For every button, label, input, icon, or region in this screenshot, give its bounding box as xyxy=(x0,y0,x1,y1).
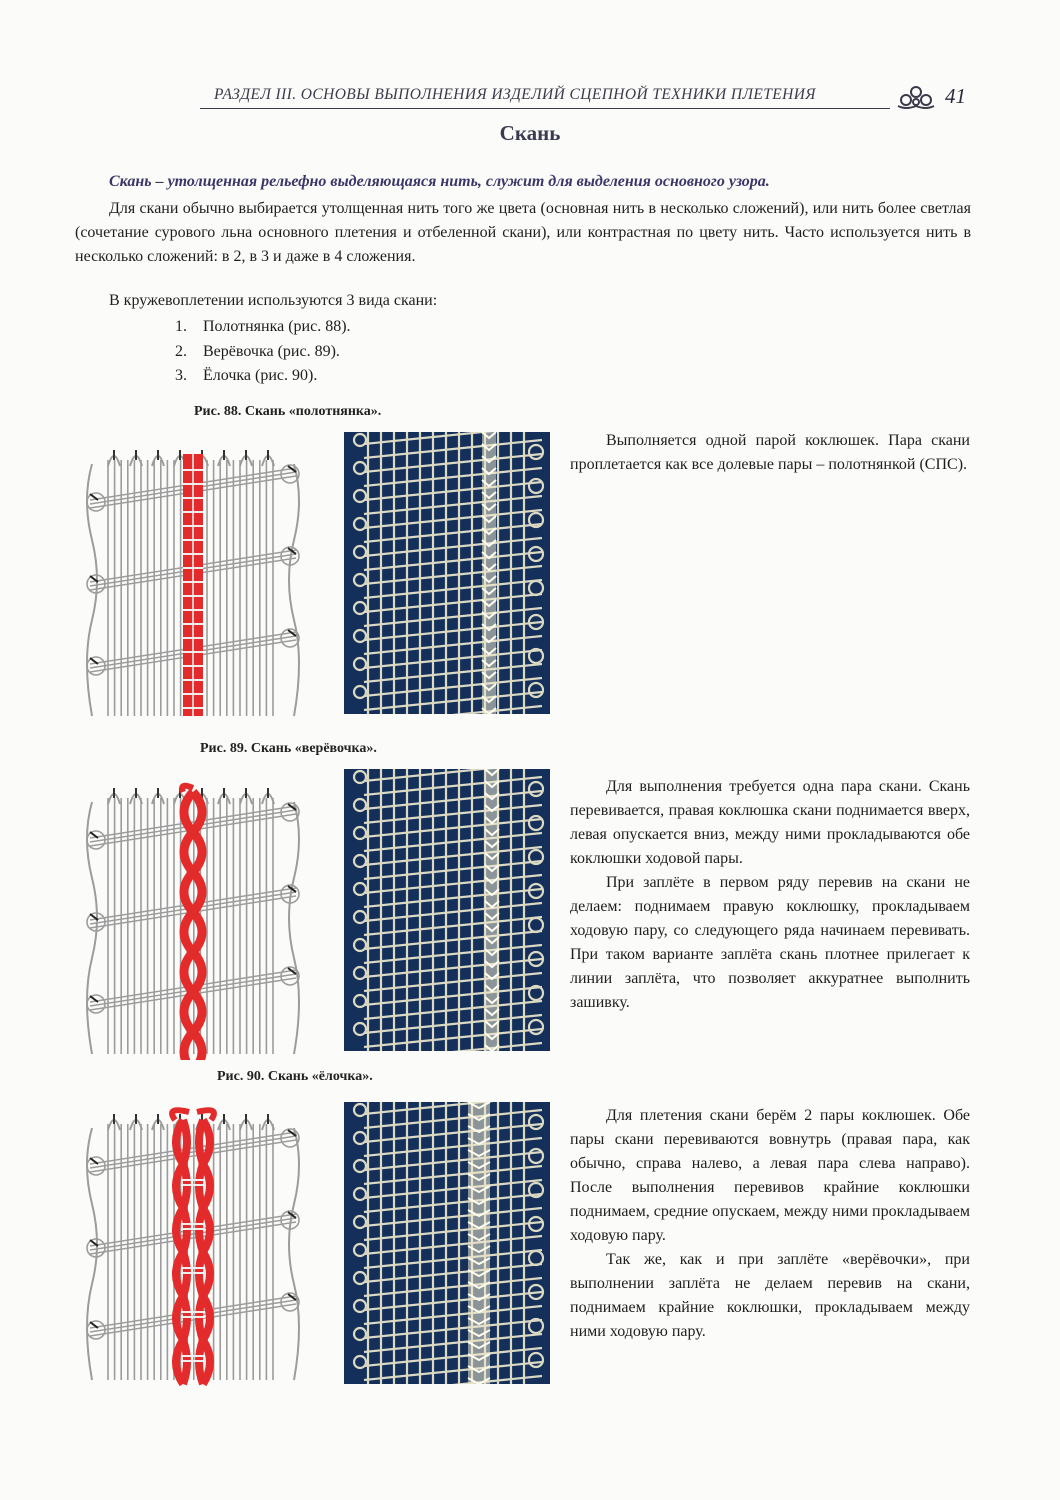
description-paragraph: Для плетения скани берём 2 пары коклюшек. Обе пары скани перевиваются вовнутрь (правая пара, как обычно, справа налево, а левая пара слева направо). После выполнения перевивов крайние коклюшки поднимаем, средние опускаем, между ними прокладываем ходовую пару. xyxy=(570,1107,970,1244)
lace-scheme-figure xyxy=(78,440,308,722)
lace-photo xyxy=(344,432,550,714)
types-intro: В кружевоплетении используются 3 вида скани: xyxy=(109,292,438,309)
list-item: 2. Верёвочка (рис. 89). xyxy=(175,342,340,360)
header-rule xyxy=(200,108,890,109)
figure-caption: Рис. 90. Скань «ёлочка». xyxy=(217,1069,373,1084)
description-paragraph: Так же, как и при заплёте «верёвочки», при выполнении заплёта не делаем перевив на скани, поднимаем крайние коклюшки, прокладываем между ними ходовую пару. xyxy=(570,1251,970,1340)
page-number: 41 xyxy=(945,84,966,108)
types-list xyxy=(175,315,351,389)
figure-description xyxy=(570,429,970,477)
lace-scheme-figure xyxy=(78,1104,308,1386)
running-header xyxy=(200,84,972,114)
list-item: 1. Полотнянка (рис. 88). xyxy=(175,318,351,335)
running-title: РАЗДЕЛ III. ОСНОВЫ ВЫПОЛНЕНИЯ ИЗДЕЛИЙ СЦЕПНОЙ ТЕХНИКИ ПЛЕТЕНИЯ xyxy=(214,86,816,103)
section-title: Скань xyxy=(499,121,561,145)
figure-caption: Рис. 89. Скань «верёвочка». xyxy=(200,741,377,756)
lace-scheme-figure xyxy=(78,778,308,1060)
intro-paragraph: Для скани обычно выбирается утолщенная нить того же цвета (основная нить в несколько сложений), или нить более светлая (сочетание сурового льна основного плетения и отбеленной скани), или контрастная по цвету нить. Часто используется нить в несколько сложений: в 2, в 3 и даже в 4 сложения. xyxy=(75,200,971,265)
description-paragraph: Выполняется одной парой коклюшек. Пара скани проплетается как все долевые пары – полотнянкой (СПС). xyxy=(570,432,970,473)
list-item: 3. Ёлочка (рис. 90). xyxy=(175,367,318,384)
figure-description xyxy=(570,1104,970,1344)
definition: Скань – утолщенная рельефно выделяющаяся нить, служит для выделения основного узора. xyxy=(109,173,770,190)
lace-ornament-icon xyxy=(894,84,938,110)
description-paragraph: Для выполнения требуется одна пара скани. Скань перевивается, правая коклюшка скани поднимается вверх, левая опускается вниз, между ними прокладываются обе коклюшки ходовой пары. xyxy=(570,778,970,867)
figure-caption: Рис. 88. Скань «полотнянка». xyxy=(194,404,382,419)
figure-description xyxy=(570,775,970,1015)
lace-photo xyxy=(344,769,550,1051)
description-paragraph: При заплёте в первом ряду перевив на скани не делаем: поднимаем правую коклюшку, прокладываем ходовую пару, со следующего ряда начинаем перевивать. При таком варианте заплёта скань плотнее прилегает к линии заплёта, что позволяет аккуратнее выполнить зашивку. xyxy=(570,874,970,1011)
lace-photo xyxy=(344,1102,550,1384)
